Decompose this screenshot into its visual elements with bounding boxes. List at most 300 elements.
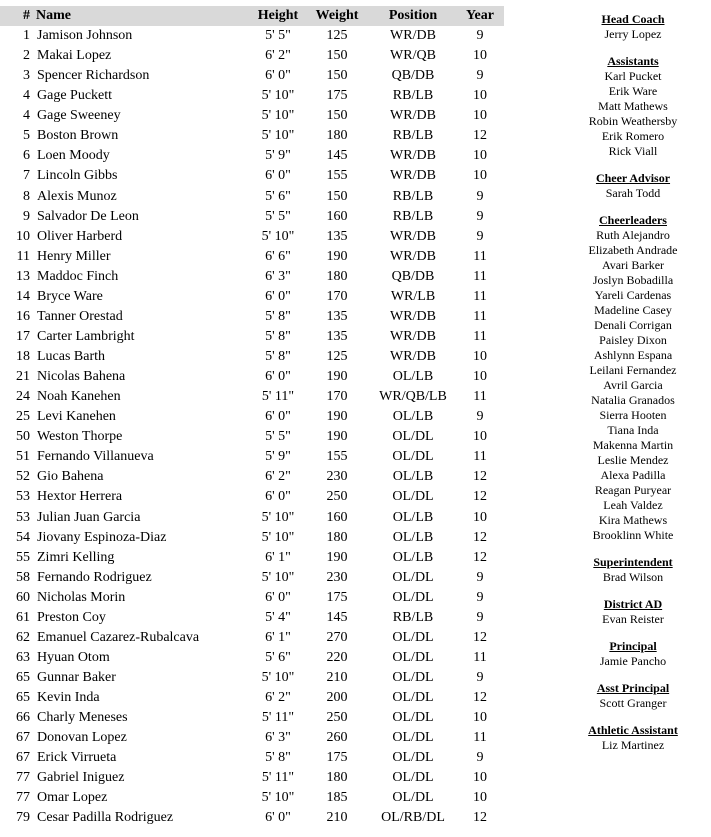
- player-weight: 190: [326, 409, 348, 425]
- player-number: 10: [16, 228, 30, 244]
- player-position: OL/LB: [392, 369, 434, 385]
- player-position: RB/LB: [392, 188, 434, 204]
- player-number: 7: [23, 168, 30, 184]
- staff-section: [572, 171, 694, 201]
- player-position: OL/LB: [392, 509, 434, 525]
- table-row: [0, 126, 504, 146]
- player-height: 5' 6": [265, 649, 291, 665]
- staff-member-name: Paisley Dixon: [599, 333, 667, 347]
- table-row: [0, 26, 504, 46]
- staff-member-name: Jamie Pancho: [599, 654, 667, 668]
- staff-member-name: Robin Weathersby: [588, 114, 678, 128]
- player-number: 67: [16, 730, 30, 746]
- player-number: 63: [16, 649, 30, 665]
- player-name: Fernando Rodriguez: [37, 569, 152, 585]
- staff-section-title: District AD: [603, 597, 663, 611]
- player-height: 5' 5": [265, 28, 291, 43]
- player-height: 5' 8": [265, 308, 291, 324]
- table-row: [0, 628, 504, 648]
- player-year: 11: [473, 308, 487, 324]
- table-row: [0, 407, 504, 427]
- player-number: 60: [16, 589, 30, 605]
- player-position: OL/DL: [392, 770, 434, 786]
- player-number: 13: [16, 268, 30, 284]
- player-number: 8: [23, 188, 30, 204]
- player-position: WR/DB: [390, 108, 436, 124]
- player-weight: 150: [326, 188, 348, 204]
- table-row: [0, 808, 504, 828]
- player-name: Emanuel Cazarez-Rubalcava: [37, 629, 200, 645]
- player-number: 25: [16, 409, 30, 425]
- player-position: RB/LB: [392, 128, 434, 144]
- staff-section-title: Cheerleaders: [599, 213, 667, 227]
- player-position: RB/LB: [392, 88, 434, 104]
- staff-member-name: Avril Garcia: [603, 378, 663, 392]
- staff-member-name: Joslyn Bobadilla: [592, 273, 674, 287]
- player-year: 10: [473, 48, 487, 64]
- staff-section: [572, 12, 694, 42]
- table-row: [0, 166, 504, 186]
- player-year: 10: [473, 369, 487, 385]
- player-name: Hyuan Otom: [37, 649, 110, 665]
- player-year: 9: [476, 569, 484, 585]
- player-height: 5' 8": [265, 328, 291, 344]
- player-position: OL/DL: [392, 629, 434, 645]
- player-number: 65: [16, 690, 30, 706]
- player-height: 6' 0": [265, 589, 291, 605]
- player-height: 5' 11": [261, 770, 295, 786]
- player-number: 4: [23, 88, 30, 104]
- player-weight: 160: [326, 208, 348, 224]
- player-name: Hextor Herrera: [37, 489, 123, 505]
- staff-section: [572, 213, 694, 543]
- player-name: Preston Coy: [37, 609, 106, 625]
- staff-member-name: Ruth Alejandro: [596, 228, 670, 242]
- table-row: [0, 588, 504, 608]
- player-number: 53: [16, 489, 30, 505]
- header-height: Height: [257, 8, 299, 23]
- player-weight: 190: [326, 369, 348, 385]
- table-row: [0, 688, 504, 708]
- staff-member-name: Leah Valdez: [603, 498, 663, 512]
- player-number: 6: [23, 148, 30, 164]
- player-name: Boston Brown: [37, 128, 119, 144]
- player-number: 17: [16, 328, 30, 344]
- player-year: 10: [473, 148, 487, 164]
- staff-member-name: Natalia Granados: [591, 393, 675, 407]
- player-height: 5' 5": [265, 208, 291, 224]
- player-name: Gio Bahena: [37, 469, 104, 485]
- header-position: Position: [388, 8, 438, 23]
- player-name: Fernando Villanueva: [37, 449, 154, 465]
- staff-member-name: Madeline Casey: [594, 303, 672, 317]
- player-height: 5' 11": [261, 389, 295, 405]
- table-row: [0, 467, 504, 487]
- staff-member-name: Elizabeth Andrade: [588, 243, 678, 257]
- player-height: 5' 10": [261, 790, 295, 806]
- player-number: 5: [23, 128, 30, 144]
- player-year: 9: [476, 409, 484, 425]
- player-year: 9: [476, 228, 484, 244]
- player-position: OL/DL: [392, 649, 434, 665]
- player-height: 5' 10": [261, 108, 295, 124]
- player-position: OL/DL: [392, 589, 434, 605]
- player-weight: 190: [326, 429, 348, 445]
- player-weight: 150: [326, 48, 348, 64]
- player-height: 5' 9": [265, 449, 291, 465]
- player-height: 6' 2": [265, 690, 291, 706]
- player-weight: 150: [326, 108, 348, 124]
- player-number: 9: [23, 208, 30, 224]
- player-height: 6' 0": [265, 288, 291, 304]
- player-position: OL/DL: [392, 569, 434, 585]
- header-name: Name: [36, 8, 71, 23]
- roster-header-row: [0, 6, 504, 26]
- table-row: [0, 548, 504, 568]
- player-year: 11: [473, 649, 487, 665]
- player-year: 12: [473, 469, 487, 485]
- player-position: WR/DB: [390, 308, 436, 324]
- player-position: OL/DL: [392, 710, 434, 726]
- player-height: 6' 2": [265, 469, 291, 485]
- player-height: 5' 10": [261, 128, 295, 144]
- player-year: 9: [476, 670, 484, 685]
- table-row: [0, 307, 504, 327]
- table-row: [0, 247, 504, 267]
- staff-member-name: Avari Barker: [601, 258, 665, 272]
- table-row: [0, 508, 504, 528]
- staff-section: [572, 681, 694, 711]
- player-weight: 145: [326, 609, 348, 625]
- player-height: 5' 10": [261, 529, 295, 545]
- player-position: WR/DB: [390, 349, 436, 364]
- player-weight: 175: [326, 88, 348, 104]
- player-name: Salvador De Leon: [37, 208, 139, 224]
- player-name: Erick Virrueta: [37, 750, 117, 766]
- player-weight: 170: [326, 288, 348, 304]
- player-height: 5' 10": [261, 509, 295, 525]
- player-name: Zimri Kelling: [37, 549, 115, 565]
- staff-member-name: Kira Mathews: [598, 513, 668, 527]
- player-position: OL/DL: [392, 670, 434, 685]
- player-name: Makai Lopez: [37, 48, 112, 64]
- player-position: RB/LB: [392, 609, 434, 625]
- player-height: 6' 6": [265, 248, 291, 264]
- player-weight: 180: [326, 128, 348, 144]
- player-weight: 175: [326, 589, 348, 605]
- player-name: Carter Lambright: [37, 328, 135, 344]
- table-row: [0, 447, 504, 467]
- player-position: WR/DB: [390, 28, 436, 43]
- table-row: [0, 708, 504, 728]
- player-name: Lucas Barth: [37, 349, 106, 364]
- roster-table: [0, 6, 504, 829]
- player-position: OL/LB: [392, 549, 434, 565]
- player-height: 5' 8": [265, 349, 291, 364]
- table-row: [0, 86, 504, 106]
- player-year: 9: [476, 609, 484, 625]
- player-position: OL/DL: [392, 750, 434, 766]
- player-weight: 125: [326, 349, 348, 364]
- player-year: 12: [473, 549, 487, 565]
- staff-member-name: Sierra Hooten: [599, 408, 667, 422]
- player-number: 53: [16, 509, 30, 525]
- staff-member-name: Sarah Todd: [605, 186, 661, 200]
- table-row: [0, 427, 504, 447]
- staff-member-name: Reagan Puryear: [594, 483, 672, 497]
- player-position: QB/DB: [391, 68, 435, 84]
- player-height: 6' 0": [265, 369, 291, 385]
- staff-sidebar: [572, 12, 694, 765]
- staff-section-title: Asst Principal: [596, 681, 670, 695]
- player-name: Jiovany Espinoza-Diaz: [37, 529, 167, 545]
- player-height: 6' 0": [265, 409, 291, 425]
- player-name: Oliver Harberd: [37, 228, 123, 244]
- player-position: WR/DB: [390, 328, 436, 344]
- player-weight: 125: [326, 28, 348, 43]
- player-height: 5' 9": [265, 148, 291, 164]
- player-name: Weston Thorpe: [37, 429, 123, 445]
- staff-member-name: Alexa Padilla: [600, 468, 666, 482]
- table-row: [0, 327, 504, 347]
- staff-member-name: Rick Viall: [608, 144, 658, 158]
- player-year: 12: [473, 810, 487, 826]
- player-height: 6' 3": [265, 268, 291, 284]
- staff-member-name: Brooklinn White: [592, 528, 674, 542]
- player-height: 5' 5": [265, 429, 291, 445]
- player-number: 16: [16, 308, 30, 324]
- player-name: Gage Sweeney: [37, 108, 121, 124]
- player-position: WR/DB: [390, 228, 436, 244]
- staff-member-name: Jerry Lopez: [604, 27, 662, 41]
- player-number: 58: [16, 569, 30, 585]
- player-height: 6' 1": [265, 549, 291, 565]
- staff-section: [572, 555, 694, 585]
- player-weight: 180: [326, 268, 348, 284]
- player-height: 6' 2": [265, 48, 291, 64]
- table-row: [0, 728, 504, 748]
- player-number: 52: [16, 469, 30, 485]
- player-weight: 155: [326, 168, 348, 184]
- player-year: 12: [473, 128, 487, 144]
- player-year: 9: [476, 750, 484, 766]
- player-number: 14: [16, 288, 30, 304]
- player-position: OL/DL: [392, 489, 434, 505]
- player-weight: 250: [326, 489, 348, 505]
- player-year: 12: [473, 489, 487, 505]
- player-name: Henry Miller: [37, 248, 111, 264]
- player-name: Bryce Ware: [37, 288, 103, 304]
- player-number: 11: [16, 248, 30, 264]
- table-row: [0, 387, 504, 407]
- staff-section-title: Principal: [609, 639, 657, 653]
- player-year: 9: [476, 28, 484, 43]
- staff-member-name: Liz Martinez: [601, 738, 665, 752]
- player-number: 66: [16, 710, 30, 726]
- staff-member-name: Erik Ware: [608, 84, 658, 98]
- player-weight: 210: [326, 810, 348, 826]
- player-year: 10: [473, 509, 487, 525]
- player-position: OL/DL: [392, 690, 434, 706]
- table-row: [0, 46, 504, 66]
- player-position: WR/DB: [390, 148, 436, 164]
- table-row: [0, 106, 504, 126]
- player-weight: 250: [326, 710, 348, 726]
- player-position: OL/RB/DL: [381, 810, 445, 826]
- player-year: 10: [473, 108, 487, 124]
- roster-rows: [0, 26, 504, 829]
- player-height: 5' 10": [261, 569, 295, 585]
- player-number: 2: [23, 48, 30, 64]
- table-row: [0, 207, 504, 227]
- staff-member-name: Erik Romero: [601, 129, 665, 143]
- table-row: [0, 568, 504, 588]
- player-number: 67: [16, 750, 30, 766]
- player-year: 10: [473, 770, 487, 786]
- staff-section-title: Athletic Assistant: [588, 723, 678, 737]
- player-weight: 180: [326, 529, 348, 545]
- staff-section-title: Head Coach: [601, 12, 665, 26]
- player-name: Donovan Lopez: [37, 730, 127, 746]
- table-row: [0, 648, 504, 668]
- player-year: 9: [476, 188, 484, 204]
- player-position: OL/DL: [392, 730, 434, 746]
- player-height: 5' 6": [265, 188, 291, 204]
- player-position: OL/LB: [392, 529, 434, 545]
- staff-member-name: Leilani Fernandez: [589, 363, 677, 377]
- player-height: 5' 10": [261, 228, 295, 244]
- player-position: RB/LB: [392, 208, 434, 224]
- player-weight: 230: [326, 569, 348, 585]
- table-row: [0, 528, 504, 548]
- staff-section-title: Superintendent: [593, 555, 673, 569]
- player-name: Nicolas Bahena: [37, 369, 126, 385]
- player-weight: 220: [326, 649, 348, 665]
- player-height: 5' 11": [261, 710, 295, 726]
- player-number: 79: [16, 810, 30, 826]
- player-weight: 145: [326, 148, 348, 164]
- staff-section: [572, 639, 694, 669]
- player-year: 12: [473, 529, 487, 545]
- player-name: Noah Kanehen: [37, 389, 121, 405]
- player-weight: 190: [326, 248, 348, 264]
- player-number: 24: [16, 389, 30, 405]
- player-year: 11: [473, 288, 487, 304]
- player-weight: 185: [326, 790, 348, 806]
- player-height: 5' 4": [265, 609, 291, 625]
- header-weight: Weight: [315, 8, 359, 23]
- player-weight: 230: [326, 469, 348, 485]
- player-year: 9: [476, 208, 484, 224]
- player-name: Cesar Padilla Rodriguez: [37, 810, 174, 826]
- player-height: 5' 10": [261, 88, 295, 104]
- player-weight: 175: [326, 750, 348, 766]
- staff-member-name: Evan Reister: [602, 612, 664, 626]
- player-weight: 190: [326, 549, 348, 565]
- player-year: 11: [473, 449, 487, 465]
- player-position: WR/DB: [390, 168, 436, 184]
- player-height: 6' 0": [265, 810, 291, 826]
- player-number: 77: [16, 770, 30, 786]
- player-height: 6' 1": [265, 629, 291, 645]
- player-number: 65: [16, 670, 30, 685]
- table-row: [0, 146, 504, 166]
- table-row: [0, 187, 504, 207]
- player-name: Omar Lopez: [37, 790, 108, 806]
- player-number: 51: [16, 449, 30, 465]
- player-year: 11: [473, 248, 487, 264]
- player-height: 6' 0": [265, 68, 291, 84]
- table-row: [0, 748, 504, 768]
- player-height: 6' 0": [265, 489, 291, 505]
- staff-section-title: Cheer Advisor: [595, 171, 671, 185]
- player-year: 9: [476, 68, 484, 84]
- player-number: 21: [16, 369, 30, 385]
- player-year: 11: [473, 389, 487, 405]
- player-position: WR/LB: [390, 288, 436, 304]
- table-row: [0, 287, 504, 307]
- table-row: [0, 668, 504, 688]
- player-weight: 155: [326, 449, 348, 465]
- player-year: 12: [473, 629, 487, 645]
- table-row: [0, 768, 504, 788]
- player-name: Lincoln Gibbs: [37, 168, 118, 184]
- player-weight: 160: [326, 509, 348, 525]
- player-name: Julian Juan Garcia: [37, 509, 141, 525]
- staff-member-name: Tiana Inda: [607, 423, 659, 437]
- staff-section: [572, 54, 694, 159]
- table-row: [0, 66, 504, 86]
- staff-section: [572, 723, 694, 753]
- player-name: Gage Puckett: [37, 88, 113, 104]
- player-year: 11: [473, 328, 487, 344]
- player-name: Gunnar Baker: [37, 670, 116, 685]
- player-year: 10: [473, 710, 487, 726]
- table-row: [0, 367, 504, 387]
- player-height: 6' 3": [265, 730, 291, 746]
- player-year: 10: [473, 349, 487, 364]
- player-name: Gabriel Iniguez: [37, 770, 125, 786]
- staff-member-name: Makenna Martin: [592, 438, 674, 452]
- player-weight: 270: [326, 629, 348, 645]
- player-weight: 210: [326, 670, 348, 685]
- player-name: Spencer Richardson: [37, 68, 150, 84]
- staff-section-title: Assistants: [607, 54, 659, 68]
- player-year: 11: [473, 730, 487, 746]
- staff-member-name: Denali Corrigan: [594, 318, 672, 332]
- player-height: 6' 0": [265, 168, 291, 184]
- player-name: Maddoc Finch: [37, 268, 119, 284]
- player-year: 12: [473, 690, 487, 706]
- player-height: 5' 10": [261, 670, 295, 685]
- player-year: 10: [473, 429, 487, 445]
- player-name: Charly Meneses: [37, 710, 128, 726]
- player-name: Tanner Orestad: [37, 308, 123, 324]
- player-number: 50: [16, 429, 30, 445]
- player-number: 61: [16, 609, 30, 625]
- player-height: 5' 8": [265, 750, 291, 766]
- player-number: 1: [23, 28, 30, 43]
- player-name: Kevin Inda: [37, 690, 100, 706]
- player-number: 4: [23, 108, 30, 124]
- player-number: 55: [16, 549, 30, 565]
- player-weight: 150: [326, 68, 348, 84]
- player-position: WR/QB/LB: [379, 389, 447, 405]
- player-number: 54: [16, 529, 30, 545]
- table-row: [0, 347, 504, 367]
- staff-member-name: Scott Granger: [599, 696, 667, 710]
- player-year: 10: [473, 88, 487, 104]
